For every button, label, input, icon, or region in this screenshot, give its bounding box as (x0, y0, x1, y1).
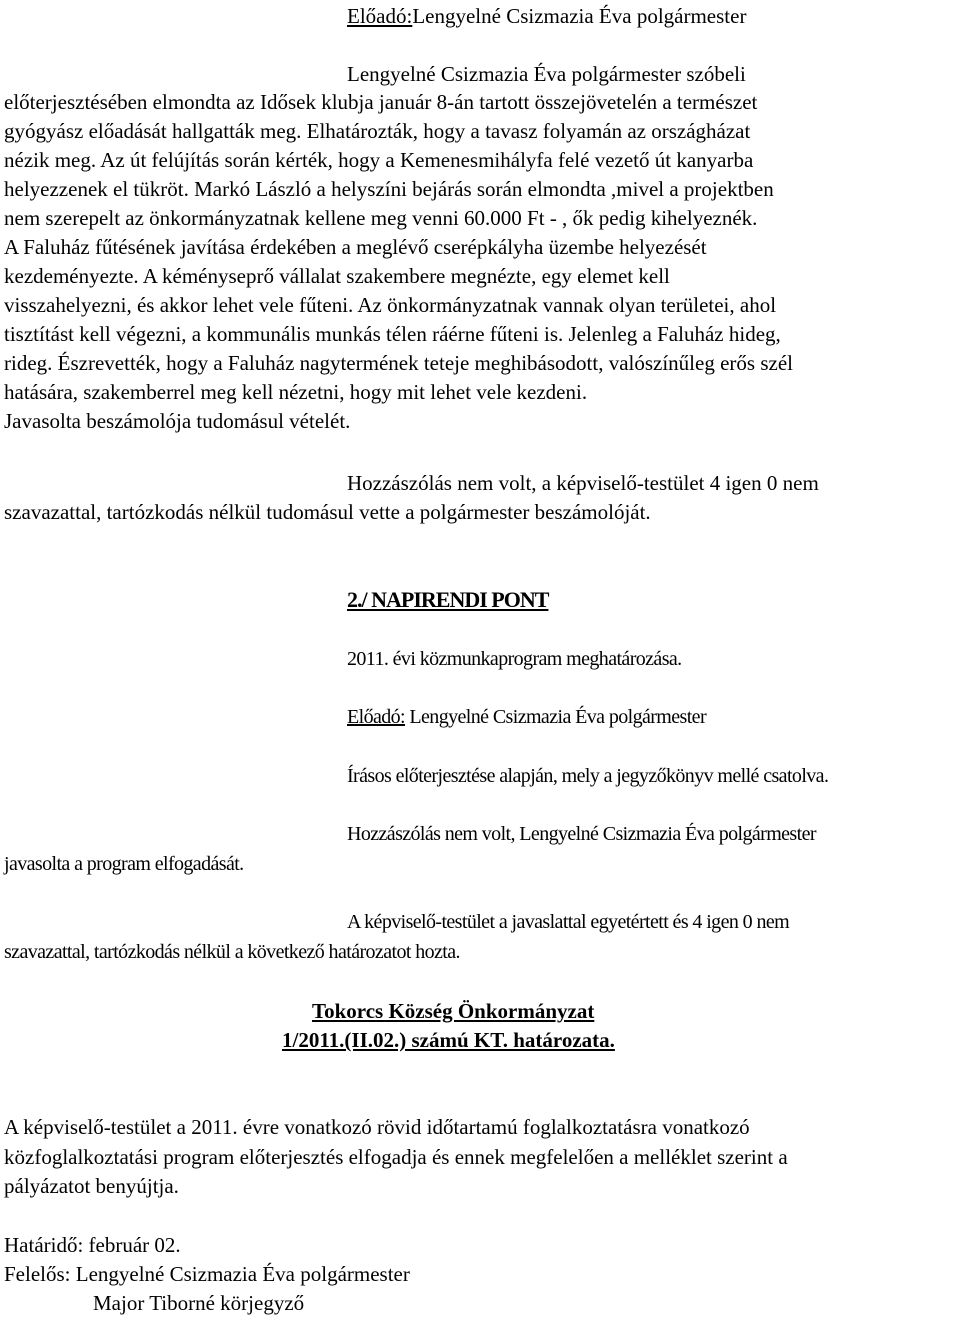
agenda-topic: 2011. évi közmunkaprogram meghatározása. (347, 648, 682, 670)
vote-line: szavazattal, tartózkodás nélkül tudomásul vette a polgármester beszámolóját. (4, 500, 651, 524)
body-line: nem szerepelt az önkormányzatnak kellene meg venni 60.000 Ft - , ők pedig kihelyeznék. (4, 206, 758, 230)
resolution-body-line: közfoglalkoztatási program előterjesztés elfogadja és ennek megfelelően a melléklet szerint a (4, 1145, 788, 1169)
body-line: nézik meg. Az út felújítás során kérték, hogy a Kemenesmihályfa felé vezető út kanyarba (4, 148, 754, 172)
presenter-name: Lengyelné Csizmazia Éva polgármester (412, 4, 747, 28)
agenda-presenter-name: Lengyelné Csizmazia Éva polgármester (405, 706, 707, 728)
body-line: előterjesztésében elmondta az Idősek klubja január 8-án tartott összejövetelén a természet (4, 90, 758, 114)
body-line: kezdeményezte. A kéményseprő vállalat szakembere megnézte, egy elemet kell (4, 264, 670, 288)
resolution-body-line: pályázatot benyújtja. (4, 1174, 179, 1198)
vote-line: Hozzászólás nem volt, a képviselő-testület 4 igen 0 nem (347, 471, 819, 495)
body-line: visszahelyezni, és akkor lehet vele fűteni. Az önkormányzatnak vannak olyan területei, ahol (4, 293, 777, 317)
agenda-heading: 2./ NAPIRENDI PONT (347, 587, 549, 612)
body-line: tisztítást kell végezni, a kommunális munkás télen ráérne fűteni is. Jelenleg a Faluház hideg, (4, 322, 781, 346)
decision-vote-line: A képviselő-testület a javaslattal egyetértett és 4 igen 0 nem (347, 911, 790, 933)
written-note: Írásos előterjesztése alapján, mely a jegyzőkönyv mellé csatolva. (347, 765, 829, 787)
resolution-body-line: A képviselő-testület a 2011. évre vonatkozó rövid időtartamú foglalkoztatásra vonatkozó (4, 1115, 750, 1139)
body-line: rideg. Észrevették, hogy a Faluház nagytermének teteje meghibásodott, valószínűleg erős szél (4, 351, 793, 375)
responsible-second: Major Tiborné körjegyző (93, 1291, 305, 1315)
body-line: Javasolta beszámolója tudomásul vételét. (4, 409, 351, 433)
resolution-title: Tokorcs Község Önkormányzat (312, 999, 595, 1023)
presenter-line (347, 2, 746, 30)
decision-vote-line: szavazattal, tartózkodás nélkül a következő határozatot hozta. (4, 941, 460, 963)
body-line: gyógyász előadását hallgatták meg. Elhatározták, hogy a tavasz folyamán az országházat (4, 119, 751, 143)
presenter-label: Előadó: (347, 4, 413, 28)
responsible: Felelős: Lengyelné Csizmazia Éva polgármester (4, 1262, 410, 1286)
body-line: Lengyelné Csizmazia Éva polgármester szóbeli (347, 62, 746, 86)
comment-line: javasolta a program elfogadását. (4, 853, 244, 875)
deadline: Határidő: február 02. (4, 1233, 181, 1257)
agenda-presenter-label: Előadó: (347, 706, 406, 728)
body-line: A Faluház fűtésének javítása érdekében a meglévő cserépkályha üzembe helyezését (4, 235, 707, 259)
body-line: hatására, szakemberrel meg kell nézetni, hogy mit lehet vele kezdeni. (4, 380, 588, 404)
agenda-presenter (347, 703, 706, 731)
resolution-number: 1/2011.(II.02.) számú KT. határozata. (282, 1028, 615, 1052)
body-line: helyezzenek el tükröt. Markó László a helyszíni bejárás során elmondta ,mivel a projektben (4, 177, 774, 201)
comment-line: Hozzászólás nem volt, Lengyelné Csizmazia Éva polgármester (347, 823, 816, 845)
